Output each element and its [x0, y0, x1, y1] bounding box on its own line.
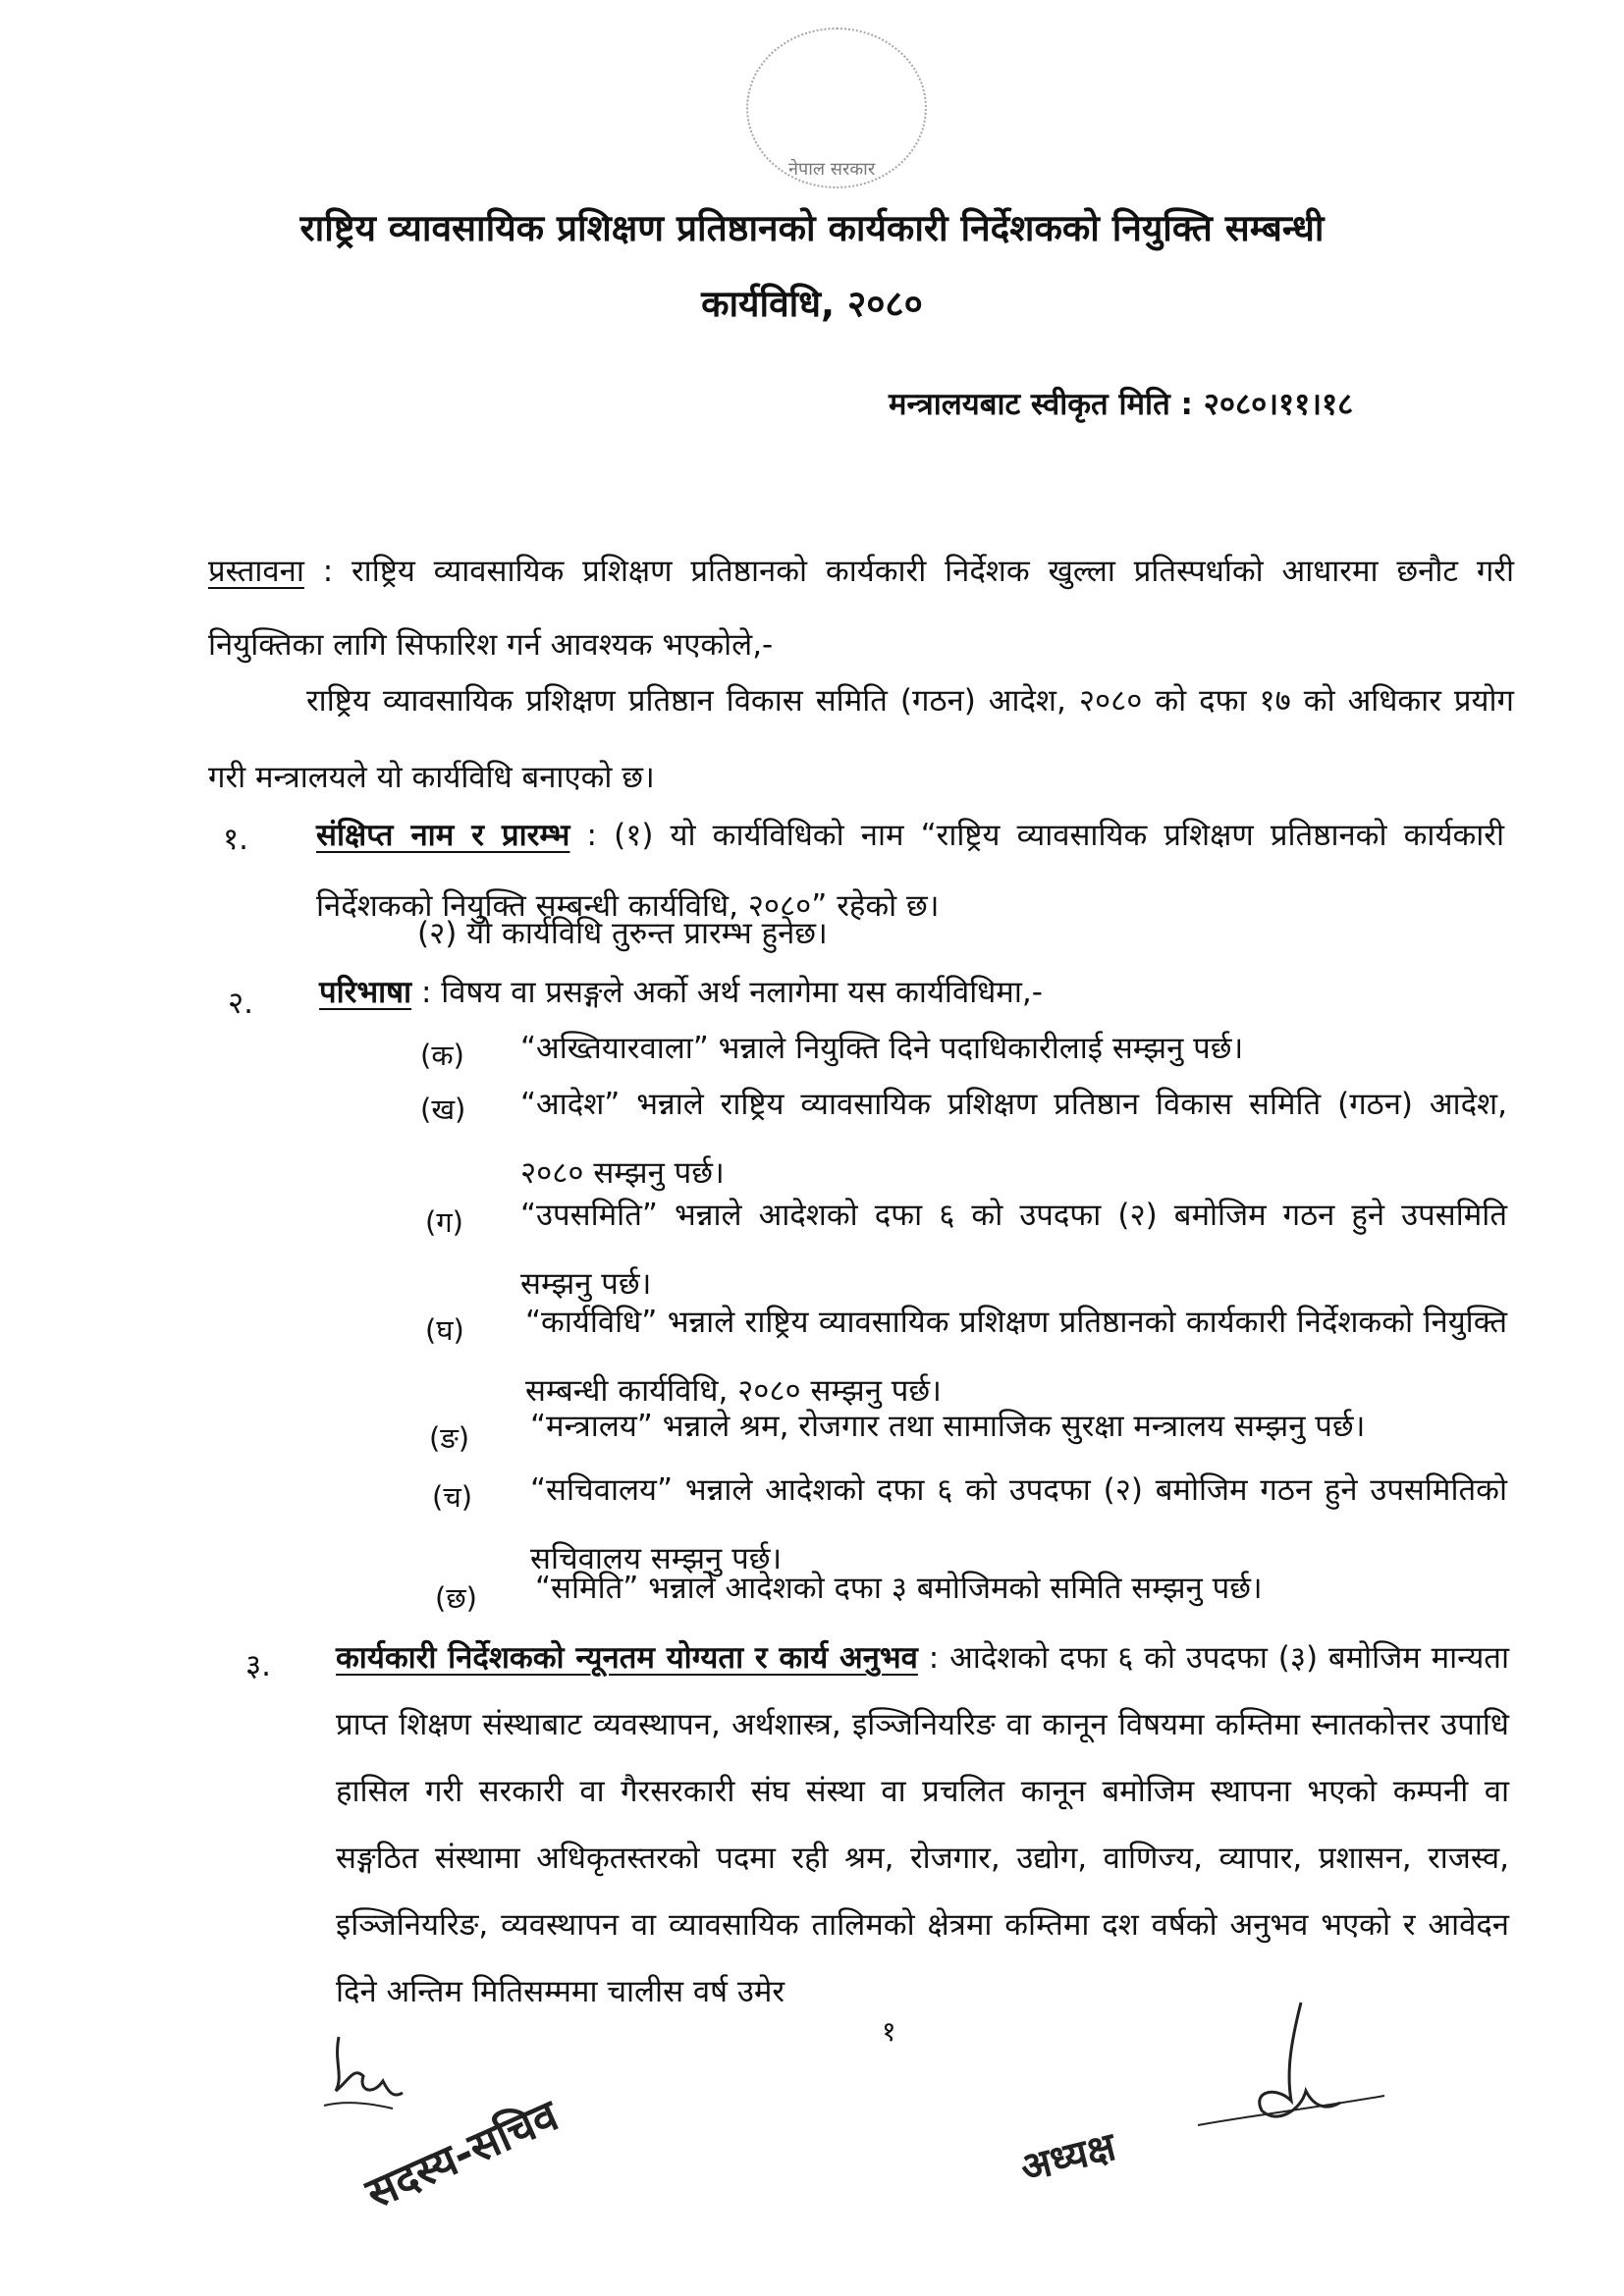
page-number: १ — [882, 2015, 896, 2048]
section1-sub2: (२) यो कार्यविधि तुरुन्त प्रारम्भ हुनेछ। — [417, 916, 828, 951]
preamble-authority — [208, 663, 1514, 816]
preamble-authority-text: राष्ट्रिय व्यावसायिक प्रशिक्षण प्रतिष्ठान विकास समिति (गठन) आदेश, २०८० को दफा १७ को अधिकार प्रयोग गरी मन्त्रालयले यो कार्यविधि बनाएको छ। — [208, 683, 1514, 795]
definition-label: (च) — [432, 1480, 473, 1514]
definition-item: “आदेश” भन्नाले राष्ट्रिय व्यावसायिक प्रशिक्षण प्रतिष्ठान विकास समिति (गठन) आदेश, २०८० सम्झनु पर्छ। — [520, 1087, 1507, 1191]
definition-label: (ग) — [425, 1205, 463, 1239]
definition-item: “उपसमिति” भन्नाले आदेशको दफा ६ को उपदफा (२) बमोजिम गठन हुने उपसमिति सम्झनु पर्छ। — [520, 1198, 1507, 1302]
stamp-text: नेपाल सरकार — [788, 159, 876, 180]
definition-label: (क) — [420, 1039, 464, 1072]
section1-text: : (१) यो कार्यविधिको नाम “राष्ट्रिय व्यावसायिक प्रशिक्षण प्रतिष्ठानको कार्यकारी निर्देशकको नियुक्ति सम्बन्धी कार्यविधि, २०८०” रहेको छ। — [316, 818, 1504, 924]
document-title-line2: कार्यविधि, २०८० — [701, 283, 923, 325]
definition-item: “अख्तियारवाला” भन्नाले नियुक्ति दिने पदाधिकारीलाई सम्झनु पर्छ। — [520, 1031, 1244, 1066]
definition-item: “सचिवालय” भन्नाले आदेशको दफा ६ को उपदफा (२) बमोजिम गठन हुने उपसमितिको सचिवालय सम्झनु पर्छ। — [530, 1472, 1507, 1576]
section2-number: २. — [228, 986, 253, 1021]
definition-label: (घ) — [425, 1313, 464, 1347]
chair-label: अध्यक्ष — [1016, 2124, 1120, 2192]
definition-item: “कार्यविधि” भन्नाले राष्ट्रिय व्यावसायिक प्रशिक्षण प्रतिष्ठानको कार्यकारी निर्देशकको नियुक्ति सम्बन्धी कार्यविधि, २०८० सम्झनु पर्छ। — [525, 1305, 1507, 1409]
preamble-label: प्रस्तावना — [208, 554, 304, 589]
approval-date: मन्त्रालयबाट स्वीकृत मिति : २०८०।११।१८ — [889, 387, 1354, 422]
definition-item: “मन्त्रालय” भन्नाले श्रम, रोजगार तथा सामाजिक सुरक्षा मन्त्रालय सम्झनु पर्छ। — [530, 1409, 1366, 1444]
section3-text: : आदेशको दफा ६ को उपदफा (३) बमोजिम मान्यता प्राप्त शिक्षण संस्थाबाट व्यवस्थापन, अर्थशास्त्र, इञ्जिनियरिङ वा कानून विषयमा कम्तिमा स्नातकोत्तर उपाधि हासिल गरी सरकारी वा गैरसरकारी संघ संस्था वा प्रचलित कानून बमोजिम स्थापना भएको कम्पनी वा सङ्गठित संस्थामा अधिकृतस्तरको पदमा रही श्रम, रोजगार, उद्योग, वाणिज्य, व्यापार, प्रशासन, राजस्व, इञ्जिनियरिङ, व्यवस्थापन वा व्यावसायिक तालिमको क्षेत्रमा कम्तिमा दश वर्षको अनुभव भएको र आवेदन दिने अन्तिम मितिसम्ममा चालीस वर्ष उमेर — [336, 1640, 1509, 2009]
definition-label: (ङ) — [429, 1421, 470, 1455]
section3-paragraph — [336, 1625, 1509, 2025]
section1-number: १. — [223, 822, 248, 857]
section2-intro-text: : विषय वा प्रसङ्गले अर्को अर्थ नलागेमा यस कार्यविधिमा,- — [411, 975, 1043, 1010]
section2-intro — [319, 975, 1043, 1011]
section2-heading: परिभाषा — [319, 975, 412, 1010]
right-signature — [1193, 1993, 1389, 2150]
definition-label: (छ) — [435, 1581, 477, 1615]
member-secretary-label: सदस्य-सचिव — [358, 2090, 567, 2219]
document-title-line1: राष्ट्रिय व्यावसायिक प्रशिक्षण प्रतिष्ठानको कार्यकारी निर्देशकको नियुक्ति सम्बन्धी — [299, 207, 1325, 249]
section3-number: ३. — [245, 1648, 271, 1683]
section1-heading: संक्षिप्त नाम र प्रारम्भ — [316, 818, 570, 853]
preamble-text: : राष्ट्रिय व्यावसायिक प्रशिक्षण प्रतिष्ठानको कार्यकारी निर्देशक खुल्ला प्रतिस्पर्धाको आधारमा छनौट गरी नियुक्तिका लागि सिफारिश गर्न आवश्यक भएकोले,- — [208, 554, 1514, 663]
definition-item: “समिति” भन्नाले आदेशको दफा ३ बमोजिमको समिति सम्झनु पर्छ। — [535, 1571, 1263, 1606]
section3-heading: कार्यकारी निर्देशकको न्यूनतम योग्यता र कार्य अनुभव — [336, 1640, 918, 1676]
left-signature — [314, 2022, 422, 2130]
preamble-paragraph — [208, 535, 1514, 682]
definition-label: (ख) — [420, 1093, 466, 1126]
